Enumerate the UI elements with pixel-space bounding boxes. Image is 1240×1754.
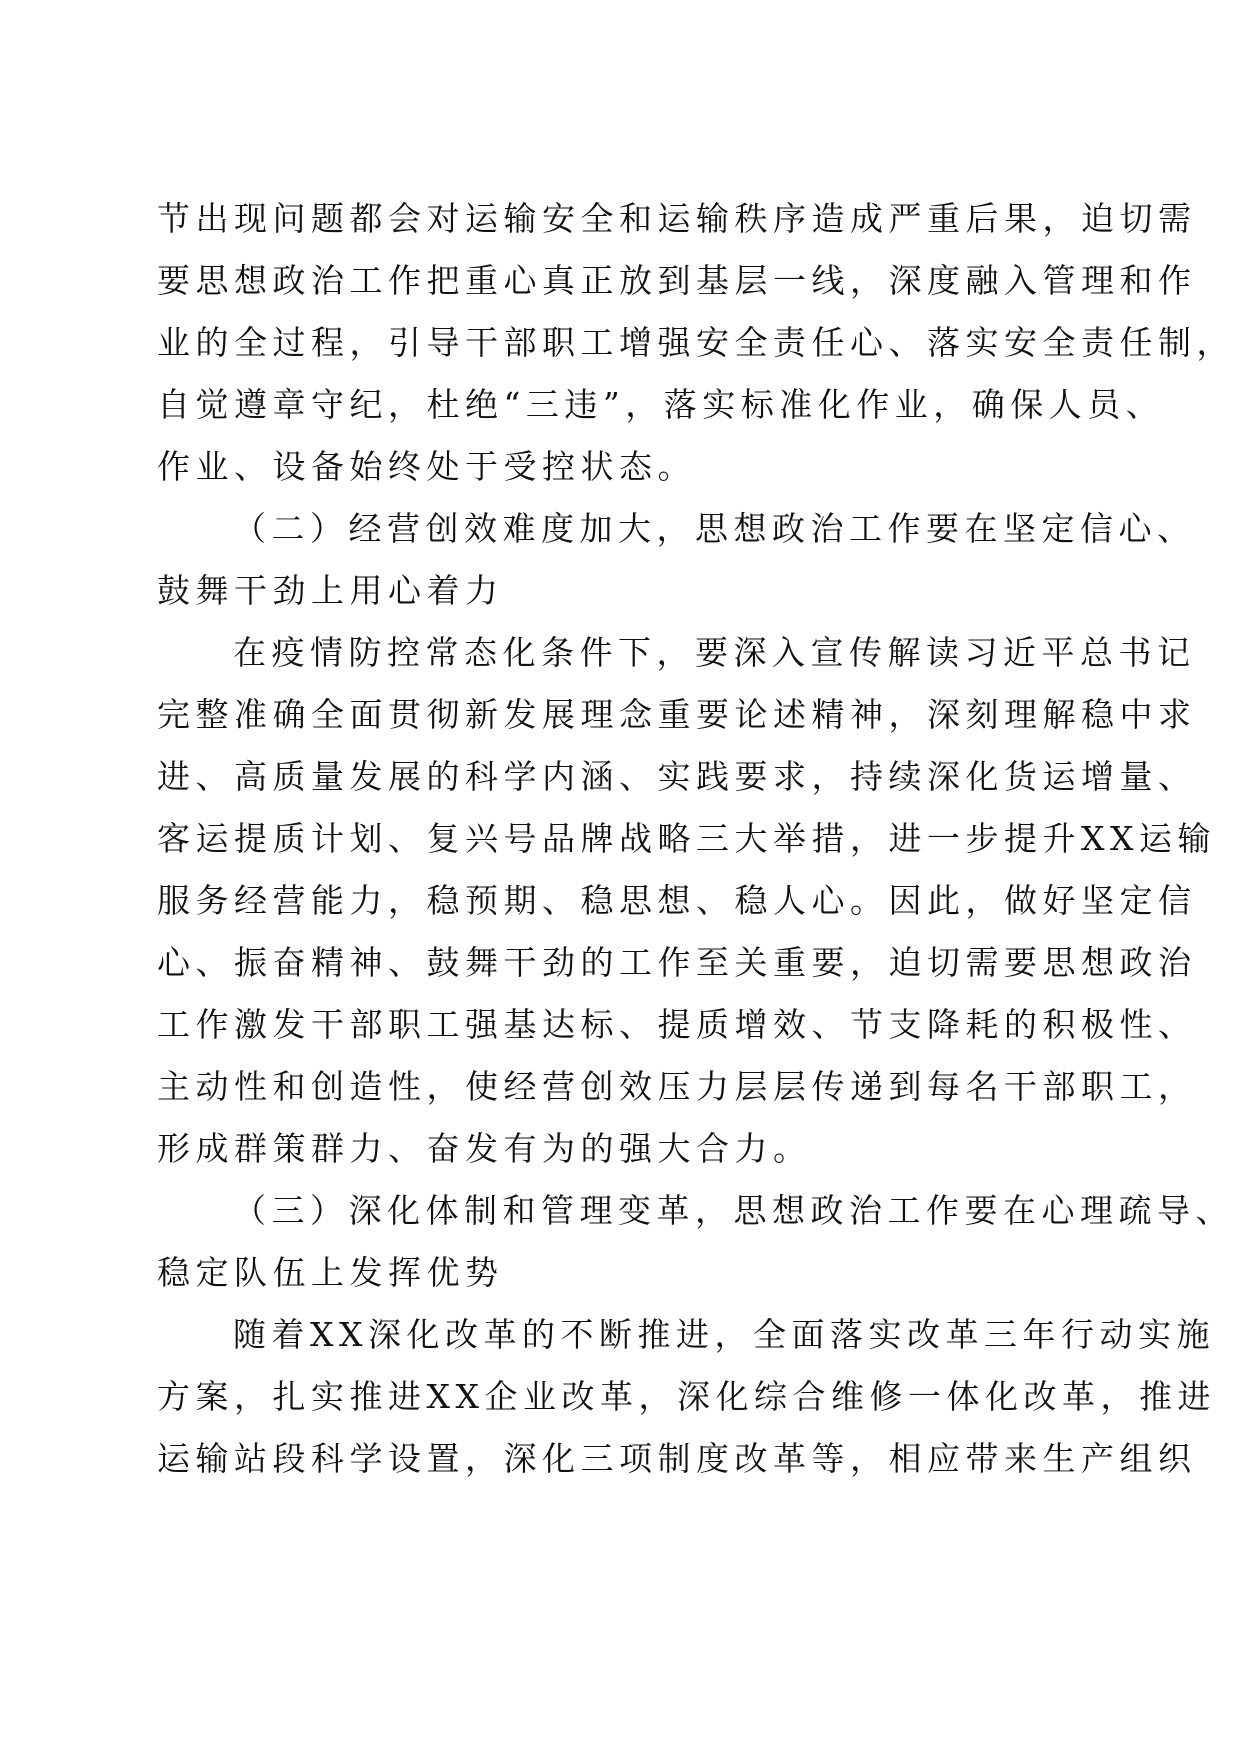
text-line: 节出现问题都会对运输安全和运输秩序造成严重后果，迫切需 (157, 199, 1197, 238)
text-line: 业的全过程，引导干部职工增强安全责任心、落实安全责任制， (157, 323, 1235, 362)
text-line: 运输站段科学设置，深化三项制度改革等，相应带来生产组织 (157, 1439, 1197, 1478)
text-line: 主动性和创造性，使经营创效压力层层传递到每名干部职工， (157, 1067, 1197, 1106)
document-body (157, 188, 1235, 1490)
text-line: 进、高质量发展的科学内涵、实践要求，持续深化货运增量、 (157, 757, 1197, 796)
text-line: 要思想政治工作把重心真正放到基层一线，深度融入管理和作 (157, 261, 1197, 300)
section-heading-2-cont: 鼓舞干劲上用心着力 (157, 571, 504, 610)
text-line: 心、振奋精神、鼓舞干劲的工作至关重要，迫切需要思想政治 (157, 943, 1197, 982)
text-line: 完整准确全面贯彻新发展理念重要论述精神，深刻理解稳中求 (157, 695, 1197, 734)
text-line: 客运提质计划、复兴号品牌战略三大举措，进一步提升XX运输 (157, 819, 1216, 858)
text-line: 作业、设备始终处于受控状态。 (157, 447, 696, 486)
text-line: 形成群策群力、奋发有为的强大合力。 (157, 1129, 812, 1168)
paragraph-start: 在疫情防控常态化条件下，要深入宣传解读习近平总书记 (233, 633, 1196, 672)
text-line: 方案，扎实推进XX企业改革，深化综合维修一体化改革，推进 (157, 1377, 1216, 1416)
text-line: 服务经营能力，稳预期、稳思想、稳人心。因此，做好坚定信 (157, 881, 1197, 920)
paragraph-start: 随着XX深化改革的不断推进，全面落实改革三年行动实施 (233, 1315, 1215, 1354)
text-line: 自觉遵章守纪，杜绝“三违”，落实标准化作业，确保人员、 (157, 385, 1165, 424)
section-heading-3-cont: 稳定队伍上发挥优势 (157, 1253, 504, 1292)
section-heading-3: （三）深化体制和管理变革，思想政治工作要在心理疏导、 (233, 1191, 1234, 1230)
text-line: 工作激发干部职工强基达标、提质增效、节支降耗的积极性、 (157, 1005, 1197, 1044)
section-heading-2: （二）经营创效难度加大，思想政治工作要在坚定信心、 (233, 509, 1196, 548)
